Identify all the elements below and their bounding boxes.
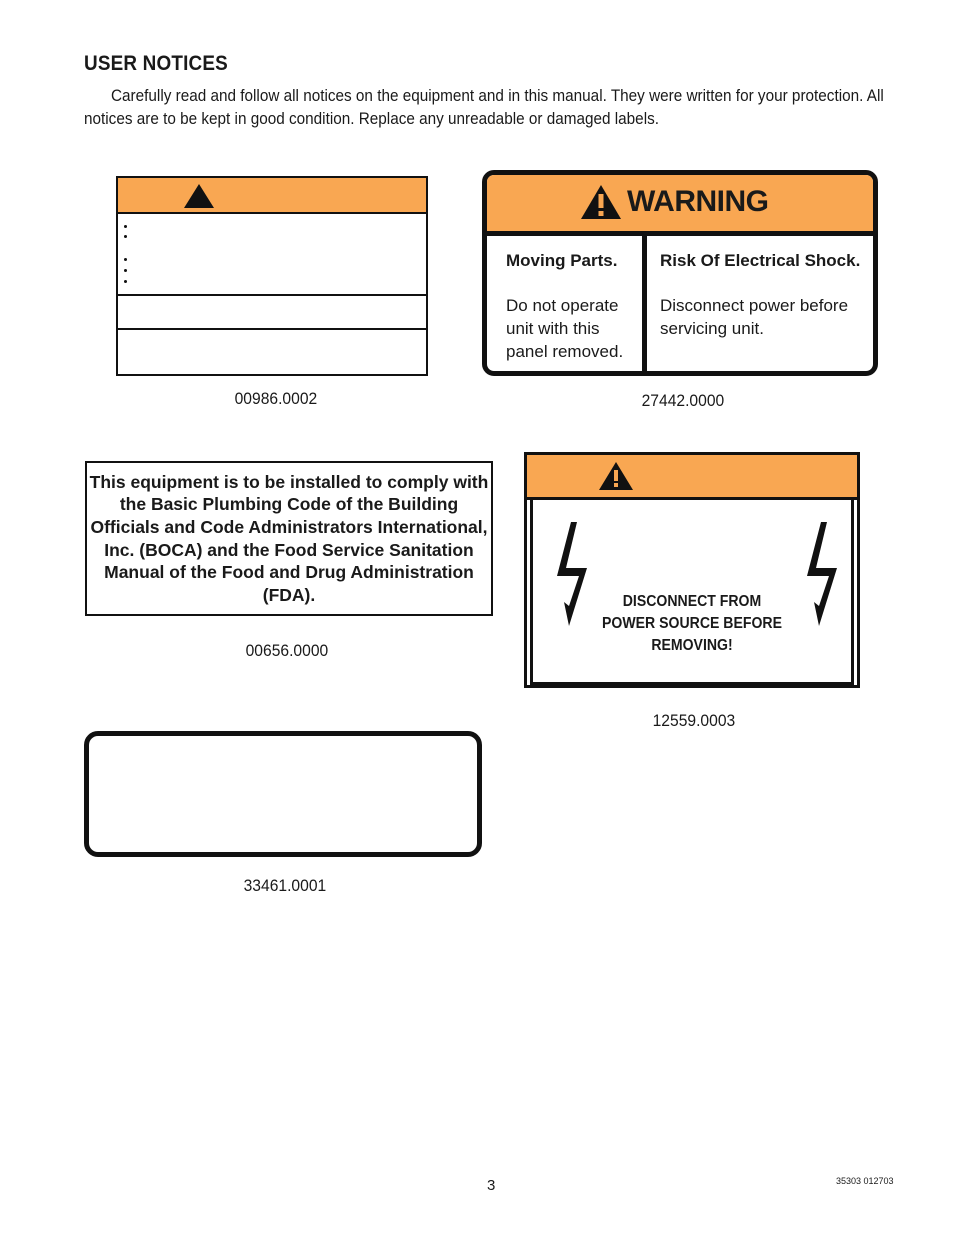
page-number: 3 (487, 1177, 496, 1194)
lightning-bolt-icon (807, 522, 841, 626)
electrical-shock-title: Risk Of Electrical Shock. (660, 251, 861, 270)
disconnect-power-text: DISCONNECT FROM POWER SOURCE BEFORE REMOVING! (602, 593, 782, 654)
notice-label-warning (482, 170, 878, 376)
label-header (118, 178, 426, 214)
electrical-shock-text: Disconnect power before servicing unit. (660, 296, 849, 338)
notice-label-caution (116, 176, 428, 376)
label-row (118, 296, 426, 330)
notice-label-plumbing-code (85, 461, 493, 616)
label-part-number: 33461.0001 (243, 876, 327, 895)
warning-triangle-icon (184, 184, 214, 208)
moving-parts-text: Do not operate unit with this panel removed. (506, 296, 624, 361)
notice-label-disconnect-power (524, 452, 860, 688)
warning-triangle-icon (581, 185, 621, 219)
label-body (118, 214, 426, 296)
bullet-icon (124, 225, 127, 228)
plumbing-code-text: This equipment is to be installed to comply with the Basic Plumbing Code of the Building Officials and Code Administrators International, Inc. (BOCA) and the Food Service Sanitation Manual of the Food and Drug Administration (FDA). (89, 471, 489, 605)
intro-paragraph (84, 84, 894, 130)
electrical-shock-column (660, 249, 865, 340)
bullet-icon (124, 280, 127, 283)
warning-header-text: WARNING (627, 185, 769, 218)
bullet-icon (124, 235, 127, 238)
label-part-number: 00986.0002 (234, 389, 318, 408)
intro-text: Carefully read and follow all notices on the equipment and in this manual. They were written for your protection. All notices are to be kept in good condition. Replace any unreadable or damaged labels. (84, 86, 884, 128)
label-header (487, 175, 873, 236)
warning-triangle-icon (599, 462, 633, 490)
bullet-icon (124, 269, 127, 272)
bullet-icon (124, 258, 127, 261)
notice-label-blank (84, 731, 482, 857)
label-part-number: 27442.0000 (641, 391, 725, 410)
lightning-bolt-icon (557, 522, 591, 626)
label-divider (642, 236, 647, 371)
moving-parts-column (506, 249, 636, 363)
section-title: USER NOTICES (84, 52, 228, 75)
label-part-number: 00656.0000 (245, 641, 329, 660)
label-part-number: 12559.0003 (652, 711, 736, 730)
moving-parts-title: Moving Parts. (506, 251, 618, 270)
label-header (527, 455, 857, 500)
document-code: 35303 012703 (836, 1176, 894, 1186)
